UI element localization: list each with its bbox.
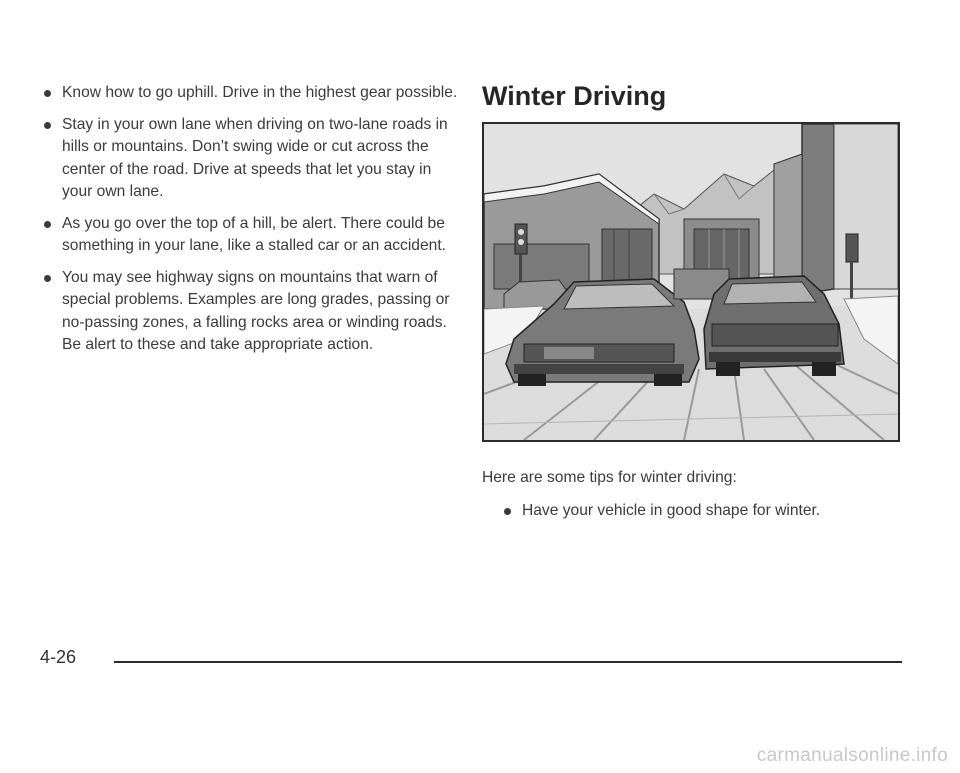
bullet-text: As you go over the top of a hill, be alert. There could be something in your lane, like a stalled car or an accident. xyxy=(62,214,446,254)
bullet-item xyxy=(40,114,460,204)
bullet-text: Have your vehicle in good shape for winter. xyxy=(522,502,821,519)
winter-driving-illustration xyxy=(482,122,900,442)
bullet-icon xyxy=(504,508,511,515)
bullet-icon xyxy=(44,275,51,282)
bullet-item xyxy=(500,500,922,522)
bullet-text: You may see highway signs on mountains that warn of special problems. Examples are long grades, passing or no-passing zones, a falling rocks area or winding roads. Be alert to these and take appropriate action. xyxy=(62,268,450,353)
watermark-text: carmanualsonline.info xyxy=(756,745,948,766)
bullet-item xyxy=(40,267,460,357)
section-title: Winter Driving xyxy=(482,81,667,111)
footer-divider xyxy=(114,661,902,663)
section-intro: Here are some tips for winter driving: xyxy=(482,469,737,486)
page-number: 4-26 xyxy=(40,647,77,667)
bullet-item xyxy=(40,82,460,105)
bullet-icon xyxy=(44,122,51,129)
bullet-item xyxy=(40,213,460,258)
bullet-text: Know how to go uphill. Drive in the highest gear possible. xyxy=(62,84,458,101)
left-column xyxy=(40,82,460,366)
bullet-icon xyxy=(44,221,51,228)
bullet-icon xyxy=(44,90,51,97)
right-column-header xyxy=(482,80,902,112)
bullet-text: Stay in your own lane when driving on two-lane roads in hills or mountains. Don’t swing wide or cut across the center of the road. Drive at speeds that let you stay in your own lane. xyxy=(62,115,448,200)
